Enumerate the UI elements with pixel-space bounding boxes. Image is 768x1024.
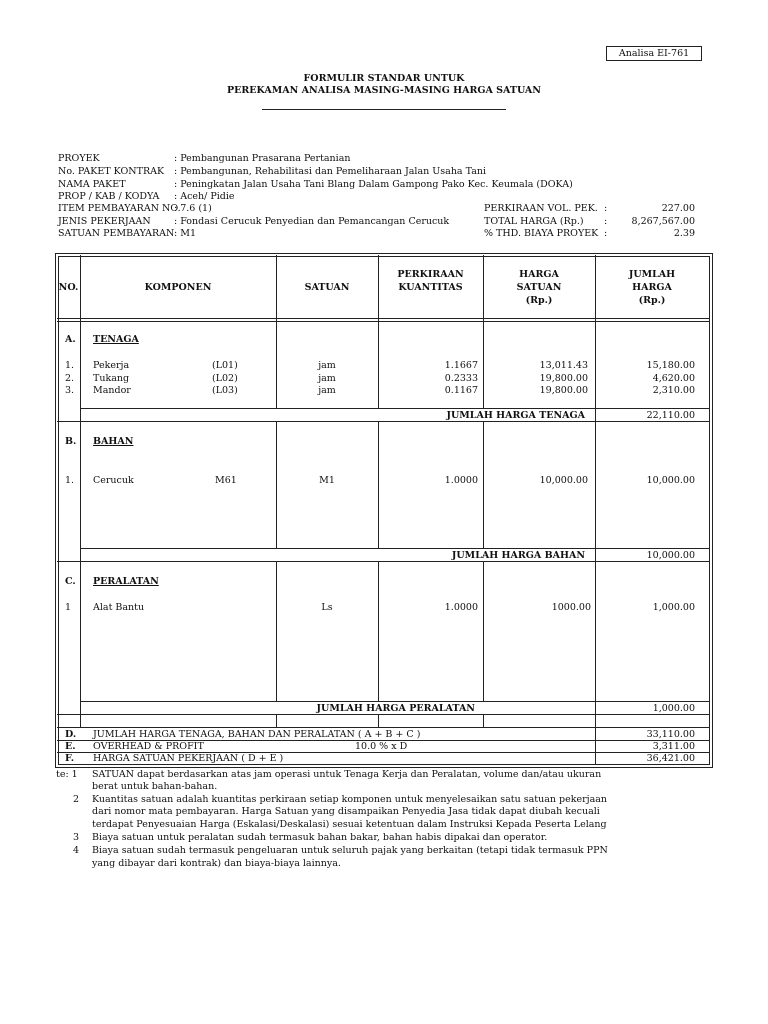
summary-label: TOTAL HARGA (Rp.) — [484, 216, 584, 227]
info-value: : Fondasi Cerucuk Penyedian dan Pemancangan Cerucuk — [174, 216, 450, 227]
info-value: : Aceh/ Pidie — [174, 191, 235, 202]
subtotal-label: JUMLAH HARGA BAHAN — [451, 550, 585, 561]
info-label: PROYEK — [58, 153, 100, 164]
note-number: 4 — [73, 845, 80, 856]
note-text: Biaya satuan untuk peralatan sudah termasuk bahan bakar, bahan habis dipakai dan operator. — [92, 832, 548, 843]
note-text: Kuantitas satuan adalah kuantitas perkiraan setiap komponen untuk menyelesaikan satu satuan pekerjaan — [92, 794, 608, 805]
note-text: Biaya satuan sudah termasuk pengeluaran untuk seluruh pajak yang berkaitan (tetapi tidak termasuk PPN — [92, 845, 608, 856]
section-title: TENAGA — [93, 334, 139, 345]
subtotal-value: 10,000.00 — [646, 550, 695, 561]
summary-value: 8,267,567.00 — [631, 216, 695, 227]
form-title-line2: PEREKAMAN ANALISA MASING-MASING HARGA SATUAN — [227, 85, 541, 96]
info-value: : Pembangunan Prasarana Pertanian — [174, 153, 351, 164]
info-value: : Peningkatan Jalan Usaha Tani Blang Dalam Gampong Pako Kec. Keumala (DOKA) — [174, 179, 573, 190]
header-komponen: KOMPONEN — [144, 282, 212, 293]
info-label: NAMA PAKET — [58, 179, 126, 190]
summary-label: % THD. BIAYA PROYEK — [484, 228, 599, 239]
info-label: ITEM PEMBAYARAN NO. — [58, 203, 181, 214]
analysis-table — [55, 253, 713, 768]
info-label: PROP / KAB / KODYA — [58, 191, 160, 202]
subtotal-label: JUMLAH HARGA PERALATAN — [316, 703, 475, 714]
analysis-table-inner-frame — [58, 256, 710, 765]
subtotal-label: JUMLAH HARGA TENAGA — [446, 410, 585, 421]
info-label: JENIS PEKERJAAN — [58, 216, 151, 227]
summary-colon: : — [604, 228, 608, 239]
section-letter: B. — [65, 436, 77, 447]
title-underline — [262, 109, 506, 110]
note-number: 2 — [73, 794, 80, 805]
document-code: Analisa EI-761 — [606, 46, 702, 61]
info-label: No. PAKET KONTRAK — [58, 166, 165, 177]
summary-colon: : — [604, 203, 608, 214]
info-value: : Pembangunan, Rehabilitasi dan Pemeliharaan Jalan Usaha Tani — [174, 166, 487, 177]
summary-label: PERKIRAAN VOL. PEK. — [484, 203, 598, 214]
info-label: SATUAN PEMBAYARAN — [58, 228, 175, 239]
note-number: te: 1 — [56, 769, 78, 780]
note-text: terdapat Penyesuaian Harga (Eskalasi/Deskalasi) sesuai ketentuan dalam Instruksi Kepada Peserta Lelang — [92, 819, 607, 830]
subtotal-value: 22,110.00 — [646, 410, 695, 421]
section-letter: C. — [65, 576, 76, 587]
header-kuantitas: PERKIRAAN KUANTITAS — [397, 269, 464, 293]
header-satuan: SATUAN — [304, 282, 350, 293]
summary-colon: : — [604, 216, 608, 227]
subtotal-value: 1,000.00 — [652, 703, 695, 714]
summary-value: 2.39 — [673, 228, 695, 239]
note-number: 3 — [73, 832, 80, 843]
info-value: : 7.6 (1) — [174, 203, 212, 214]
header-no: NO. — [58, 282, 79, 293]
note-text: SATUAN dapat berdasarkan atas jam operasi untuk Tenaga Kerja dan Peralatan, volume dan/atau ukuran — [92, 769, 602, 780]
info-value: : M1 — [174, 228, 196, 239]
section-letter: A. — [65, 334, 76, 345]
note-text: berat untuk bahan-bahan. — [92, 781, 218, 792]
note-text: yang dibayar dari kontrak) dan biaya-biaya lainnya. — [92, 858, 341, 869]
form-title-line1: FORMULIR STANDAR UNTUK — [303, 73, 465, 84]
section-title: PERALATAN — [93, 576, 159, 587]
note-text: dari nomor mata pembayaran. Harga Satuan yang disampaikan Penyedia Jasa tidak dapat diubah kecuali — [92, 806, 600, 817]
summary-value: 227.00 — [661, 203, 695, 214]
section-title: BAHAN — [93, 436, 134, 447]
header-jumlah-harga: JUMLAH HARGA (Rp.) — [628, 269, 676, 306]
header-harga-satuan: HARGA SATUAN (Rp.) — [516, 269, 562, 306]
